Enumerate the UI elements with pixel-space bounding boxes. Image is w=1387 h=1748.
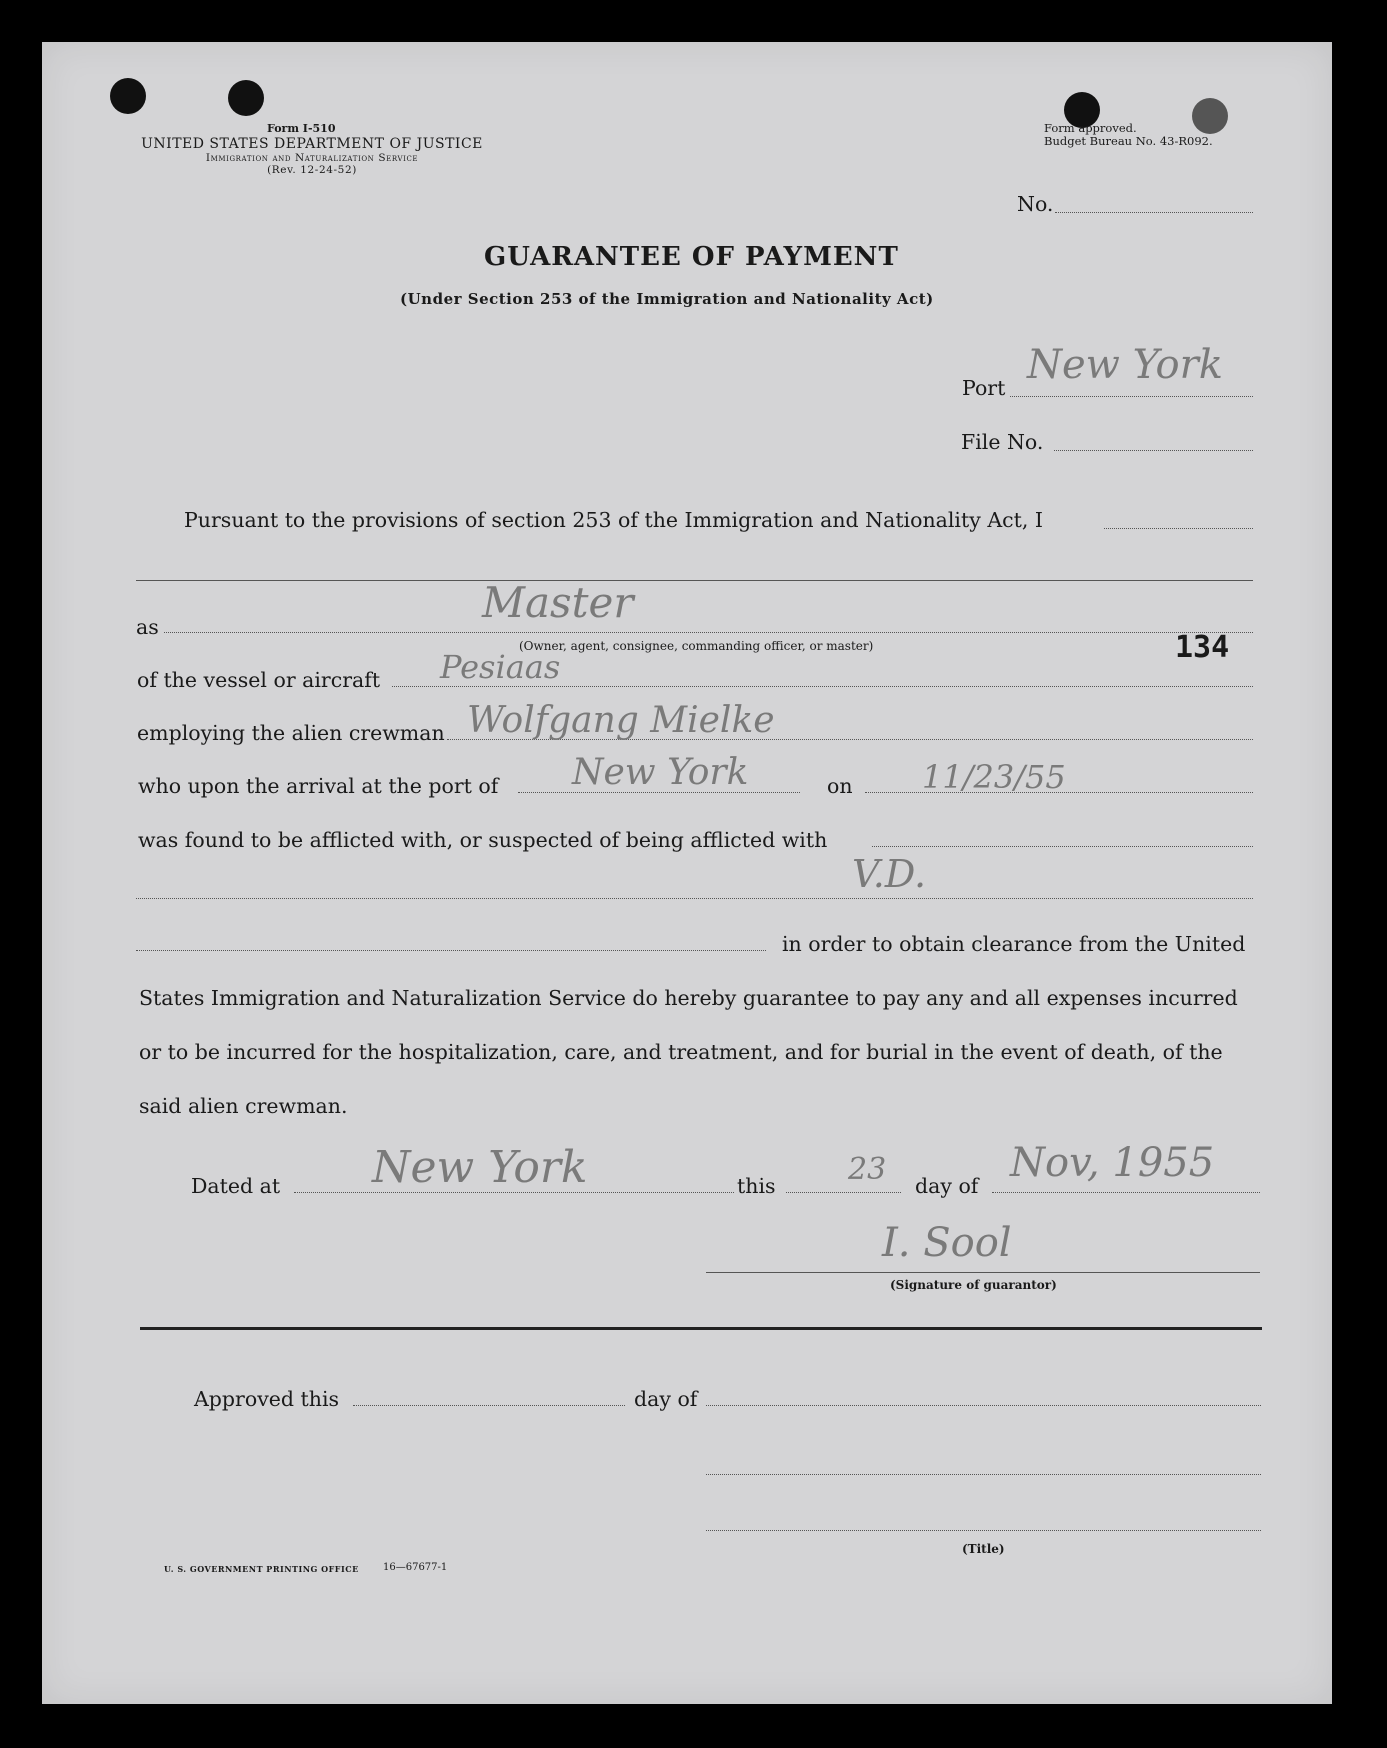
month-year-field[interactable]	[992, 1192, 1260, 1193]
form-number: Form I-510	[267, 122, 336, 135]
port-field[interactable]	[1010, 396, 1253, 397]
crewman-label: employing the alien crewman	[137, 721, 445, 745]
arrival-port-value: New York	[572, 752, 749, 793]
vessel-field[interactable]	[392, 686, 1253, 687]
form-title: GUARANTEE OF PAYMENT	[484, 242, 899, 272]
month-year-value: Nov, 1955	[1010, 1140, 1215, 1186]
header-left	[117, 122, 507, 176]
arrival-date-value: 11/23/55	[922, 758, 1066, 796]
afflicted-field[interactable]	[872, 846, 1253, 847]
punch-hole	[228, 80, 264, 116]
section-divider	[140, 1327, 1262, 1330]
pursuant-text: Pursuant to the provisions of section 253 of the Immigration and Nationality Act, I	[184, 508, 1043, 532]
printer-credit: U. S. GOVERNMENT PRINTING OFFICE	[164, 1564, 359, 1574]
afflicted-value: V.D.	[852, 852, 927, 896]
budget-bureau: Budget Bureau No. 43-R092.	[1044, 134, 1213, 148]
approved-month-field[interactable]	[706, 1405, 1261, 1406]
signature-caption: (Signature of guarantor)	[890, 1278, 1057, 1292]
dated-place-value: New York	[372, 1142, 588, 1193]
on-label: on	[827, 774, 853, 798]
title-caption: (Title)	[962, 1542, 1005, 1556]
as-value: Master	[482, 578, 634, 627]
guarantor-name-field-2[interactable]	[136, 580, 1253, 581]
vessel-label: of the vessel or aircraft	[137, 668, 381, 692]
guarantee-para-line-2: or to be incurred for the hospitalization, care, and treatment, and for burial in the event of death, of the	[139, 1040, 1223, 1064]
stamp-number: 134	[1175, 630, 1230, 665]
clearance-text: in order to obtain clearance from the United	[782, 932, 1246, 956]
file-no-field[interactable]	[1054, 450, 1253, 451]
signature-field[interactable]	[706, 1272, 1260, 1273]
arrival-label: who upon the arrival at the port of	[138, 774, 499, 798]
service-name: Immigration and Naturalization Service	[205, 152, 419, 164]
as-caption: (Owner, agent, consignee, commanding officer, or master)	[519, 639, 874, 653]
day-field[interactable]	[786, 1192, 901, 1193]
approved-this-label: Approved this	[194, 1387, 340, 1411]
approved-day-of-label: day of	[634, 1387, 698, 1411]
no-label: No.	[1017, 192, 1054, 216]
header-right	[1044, 122, 1213, 148]
port-value: New York	[1027, 342, 1223, 388]
approver-signature-field[interactable]	[706, 1474, 1261, 1475]
dated-at-label: Dated at	[191, 1174, 281, 1198]
guarantee-para-line-1: States Immigration and Naturalization Service do hereby guarantee to pay any and all expenses incurred	[139, 986, 1238, 1010]
approver-title-field[interactable]	[706, 1530, 1261, 1531]
vessel-value: Pesiaas	[440, 648, 561, 686]
port-label: Port	[962, 376, 1006, 400]
print-code: 16—67677-1	[383, 1562, 448, 1573]
no-field[interactable]	[1055, 212, 1253, 213]
guarantor-name-field[interactable]	[1104, 528, 1253, 529]
afflicted-field-3[interactable]	[136, 950, 766, 951]
as-field[interactable]	[164, 632, 1253, 633]
punch-hole	[110, 78, 146, 114]
approval-note: Form approved.	[1044, 121, 1137, 135]
guarantee-para-line-3: said alien crewman.	[139, 1094, 348, 1118]
department-name: UNITED STATES DEPARTMENT OF JUSTICE	[141, 136, 483, 152]
this-label: this	[737, 1174, 776, 1198]
file-no-label: File No.	[961, 430, 1044, 454]
form-page	[42, 42, 1332, 1704]
approved-day-field[interactable]	[353, 1405, 625, 1406]
signature-value: I. Sool	[882, 1220, 1012, 1266]
afflicted-field-2[interactable]	[136, 898, 1253, 899]
afflicted-label: was found to be afflicted with, or suspected of being afflicted with	[138, 828, 828, 852]
form-subtitle: (Under Section 253 of the Immigration and Nationality Act)	[400, 290, 934, 308]
crewman-value: Wolfgang Mielke	[467, 700, 775, 741]
day-of-label: day of	[915, 1174, 979, 1198]
revision-date: (Rev. 12-24-52)	[267, 164, 357, 176]
day-value: 23	[848, 1152, 887, 1187]
as-label: as	[136, 615, 159, 639]
